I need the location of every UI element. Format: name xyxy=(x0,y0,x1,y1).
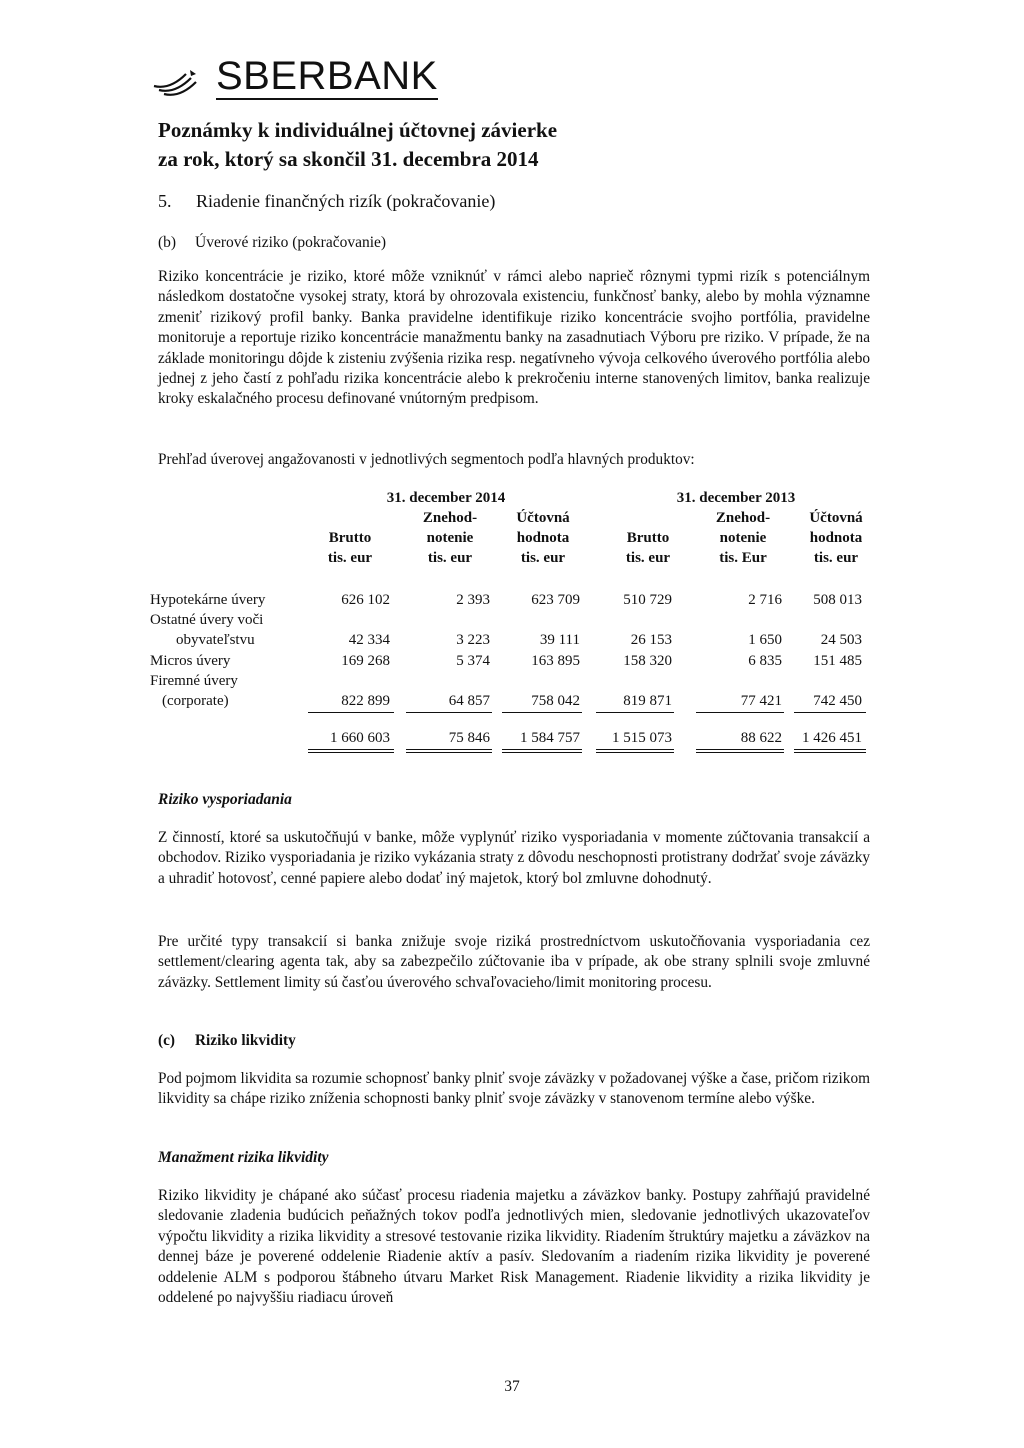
total-rule xyxy=(502,752,582,753)
table-cell: 158 320 xyxy=(623,653,672,669)
document-title-line2: za rok, ktorý sa skončil 31. decembra 2014 xyxy=(158,147,539,171)
row-label: Micros úvery xyxy=(150,653,231,669)
col-header-line1: Znehod- xyxy=(422,510,478,526)
total-rule xyxy=(406,749,492,750)
row-label-cont: obyvateľstvu xyxy=(176,632,255,648)
total-cell: 1 426 451 xyxy=(802,730,862,746)
table-cell: 163 895 xyxy=(531,653,580,669)
total-cell: 88 622 xyxy=(740,730,782,746)
period-header-2013: 31. december 2013 xyxy=(676,490,796,506)
table-cell: 2 393 xyxy=(456,592,490,608)
settlement-risk-paragraph-1: Z činností, ktoré sa uskutočňujú v banke, môže vyplynúť riziko vysporiadania v momente zúčtovania transakcií a obchodov. Riziko vysporiadania je riziko vykázania straty z dôvodu neschopnosti protistrany dodržať svoje záväzky a uhradiť hotovosť, cenné papiere alebo dodať iný majetok, ktorý bol zmluvne dohodnutý. xyxy=(158,829,870,887)
subsection-b-title: Úverové riziko (pokračovanie) xyxy=(195,234,387,251)
table-cell: 623 709 xyxy=(531,592,580,608)
col-header-line2: hodnota xyxy=(809,530,863,546)
table-cell: 758 042 xyxy=(531,693,580,709)
col-header-line2: notenie xyxy=(719,530,767,546)
total-rule xyxy=(696,752,784,753)
row-label: Hypotekárne úvery xyxy=(150,592,266,608)
row-label: Firemné úvery xyxy=(150,673,238,689)
table-cell: 2 716 xyxy=(748,592,782,608)
col-header-unit: tis. eur xyxy=(427,550,473,566)
sberbank-logo-icon xyxy=(150,64,208,100)
total-cell: 1 660 603 xyxy=(330,730,390,746)
table-cell: 6 835 xyxy=(748,653,782,669)
col-header-line2: Brutto xyxy=(328,530,372,546)
table-cell: 5 374 xyxy=(456,653,490,669)
table-cell: 510 729 xyxy=(623,592,672,608)
document-title xyxy=(158,116,557,174)
row-label-cont: (corporate) xyxy=(162,693,229,709)
table-cell: 151 485 xyxy=(813,653,862,669)
period-header-2014: 31. december 2014 xyxy=(386,490,506,506)
col-header-unit: tis. eur xyxy=(520,550,566,566)
total-rule xyxy=(596,752,674,753)
col-header-line1: Znehod- xyxy=(715,510,771,526)
col-header-line2: Brutto xyxy=(626,530,670,546)
table-cell: 3 223 xyxy=(456,632,490,648)
table-cell: 819 871 xyxy=(623,693,672,709)
subsection-b-heading xyxy=(158,233,386,253)
subtotal-rule xyxy=(502,712,582,713)
subsection-c-title: Riziko likvidity xyxy=(195,1032,296,1049)
liquidity-risk-paragraph: Pod pojmom likvidita sa rozumie schopnosť banky plniť svoje záväzky v požadovanej výške a čase, pričom rizikom likvidity sa chápe riziko zníženia schopnosti banky plniť svoje záväzky v stanovenom termíne alebo výške. xyxy=(158,1070,870,1108)
col-header-line2: notenie xyxy=(426,530,474,546)
table-cell: 64 857 xyxy=(448,693,490,709)
page-number: 37 xyxy=(504,1378,520,1395)
table-cell: 26 153 xyxy=(630,632,672,648)
table-cell: 626 102 xyxy=(341,592,390,608)
table-cell: 508 013 xyxy=(813,592,862,608)
settlement-risk-heading: Riziko vysporiadania xyxy=(158,791,292,808)
row-label: Ostatné úvery voči xyxy=(150,612,264,628)
table-cell: 77 421 xyxy=(740,693,782,709)
total-rule xyxy=(406,752,492,753)
liquidity-management-paragraph: Riziko likvidity je chápané ako súčasť procesu riadenia majetku a záväzkov banky. Postupy zahŕňajú pravidelné sledovanie zladenia budúcich peňažných tokov podľa jednotlivých mien, sledovanie jednotlivých ukazovateľov výpočtu likvidity a rizika likvidity a stresové testovanie rizika likvidity. Riadením štruktúry majetku a záväzkov na dennej báze je poverené oddelenie Riadenie aktív a pasív. Sledovaním a riadením rizika likvidity je poverené oddelenie ALM s podporou štábneho útvaru Market Risk Management. Riadenie likvidity a rizika likvidity je oddelené po najvyššiu riadiacu úroveň xyxy=(158,1187,870,1307)
col-header-line1: Účtovná xyxy=(809,510,863,526)
section-title: Riadenie finančných rizík (pokračovanie) xyxy=(196,191,496,211)
subsection-c-label: (c) xyxy=(158,1032,175,1049)
table-cell: 822 899 xyxy=(341,693,390,709)
total-rule xyxy=(502,749,582,750)
document-title-line1: Poznámky k individuálnej účtovnej závierke xyxy=(158,118,558,142)
table-cell: 1 650 xyxy=(748,632,782,648)
total-rule xyxy=(308,752,394,753)
total-rule xyxy=(794,749,866,750)
total-rule xyxy=(596,749,674,750)
section-heading xyxy=(158,190,495,212)
table-cell: 24 503 xyxy=(820,632,862,648)
col-header-unit: tis. eur xyxy=(813,550,859,566)
col-header-unit: tis. eur xyxy=(625,550,671,566)
settlement-risk-paragraph-2: Pre určité typy transakcií si banka znižuje svoje riziká prostredníctvom uskutočňovania vysporiadania cez settlement/clearing agenta tak, aby sa zabezpečilo zúčtovanie iba v prípade, ak obe strany splnili svoje zmluvné záväzky. Settlement limity sú časťou úverového schvaľovacieho/limit monitoring procesu. xyxy=(158,933,870,991)
table-cell: 742 450 xyxy=(813,693,862,709)
total-cell: 1 584 757 xyxy=(520,730,580,746)
subtotal-rule xyxy=(406,712,492,713)
liquidity-management-heading: Manažment rizika likvidity xyxy=(158,1149,329,1166)
table-cell: 39 111 xyxy=(539,632,580,648)
total-cell: 75 846 xyxy=(448,730,490,746)
concentration-risk-paragraph: Riziko koncentrácie je riziko, ktoré môže vzniknúť v rámci alebo naprieč rôznymi typmi rizík s potenciálnym následkom dostatočne vysokej straty, ktorá by ohrozovala existenciu, funkčnosť banky, alebo by mohla významne zmeniť rizikový profil banky. Banka pravidelne identifikuje riziko koncentrácie svojho portfólia, pravidelne monitoruje a reportuje riziko koncentrácie manažmentu banky na zasadnutiach Výboru pre riziko. V prípade, že na základe monitoringu dôjde k zisteniu zvýšenia rizika resp. negatívneho vývoja celkového úverového portfólia alebo jednej z jeho častí z pohľadu rizika koncentrácie alebo k prekročeniu interne stanovených limitov, banka realizuje kroky eskalačného procesu definované vnútorným predpisom. xyxy=(158,268,870,408)
table-cell: 42 334 xyxy=(348,632,390,648)
total-rule xyxy=(696,749,784,750)
col-header-unit: tis. eur xyxy=(327,550,373,566)
subtotal-rule xyxy=(794,712,866,713)
brand-name: SBERBANK xyxy=(216,54,438,98)
subtotal-rule xyxy=(596,712,674,713)
section-number: 5. xyxy=(158,191,172,211)
subsection-b-label: (b) xyxy=(158,234,177,251)
header-logo xyxy=(150,56,438,100)
total-rule xyxy=(308,749,394,750)
col-header-unit: tis. Eur xyxy=(719,550,767,566)
col-header-line1: Účtovná xyxy=(516,510,570,526)
subtotal-rule xyxy=(308,712,394,713)
subtotal-rule xyxy=(696,712,784,713)
total-rule xyxy=(794,752,866,753)
total-cell: 1 515 073 xyxy=(612,730,672,746)
col-header-line2: hodnota xyxy=(516,530,570,546)
subsection-c-heading xyxy=(158,1031,296,1051)
table-cell: 169 268 xyxy=(341,653,390,669)
exposure-overview-paragraph: Prehľad úverovej angažovanosti v jednotlivých segmentoch podľa hlavných produktov: xyxy=(158,451,695,468)
